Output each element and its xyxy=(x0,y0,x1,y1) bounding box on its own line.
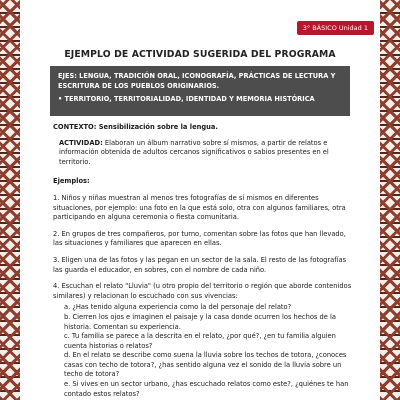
activity-content xyxy=(53,123,352,399)
step-3: 3. Eligen una de las fotos y las pegan en un sector de la sala. El resto de las fotografías las guarda el educador, en sobres, con el nombre de cada niño. xyxy=(53,255,347,274)
step-4: 4. Escuchan el relato "Lluvia" (u otro propio del territorio o región que aborde contenidos similares) y relacionan lo escuchado con sus vivencias: xyxy=(53,282,352,300)
ejemplos-heading: Ejemplos: xyxy=(53,177,90,186)
sub-item-d: d. En el relato se describe como suena la lluvia sobre los techos de totora, ¿conoces casas con techo de totora?, ¿has sentido alguna vez el sonido de la lluvia sobre un techo de totora? xyxy=(64,351,347,379)
contexto-text: CONTEXTO: Sensibilización sobre la lengua. xyxy=(53,123,218,131)
step-2: 2. En grupos de tres compañeros, por turno, comentan sobre las fotos que han llevado, las situaciones y familiares que aparecen en ellas. xyxy=(53,229,346,248)
ejes-box xyxy=(50,66,350,116)
decorative-border-left xyxy=(0,0,20,400)
grade-unit-badge: 3° BÁSICO Unidad 1 xyxy=(297,21,374,35)
sub-item-e: e. Si vives en un sector urbano, ¿has escuchado relatos como este?, ¿quiénes te han contado estos relatos? xyxy=(64,380,349,398)
sub-item-b: b. Cierren los ojos e imaginen el paisaje y la casa donde ocurren los hechos de la historia. Comentan su experiencia. xyxy=(64,312,336,331)
step-1: 1. Niños y niñas muestran al menos tres fotografías de sí mismos en diferentes situaciones, por ejemplo: una foto en la que está solo, otra con algunos familiares, otra participando en alguna ceremonia o fiesta comunitaria. xyxy=(53,193,346,222)
page-title: EJEMPLO DE ACTIVIDAD SUGERIDA DEL PROGRAMA xyxy=(64,49,336,60)
actividad-text: Elaboran un álbum narrativo sobre sí mismos, a partir de relatos e información obtenida de adultos cercanos significativos o sabios presentes en el territorio. xyxy=(59,138,329,166)
sub-item-a: a. ¿Has tenido alguna experiencia como la del personaje del relato? xyxy=(64,303,292,312)
actividad-paragraph xyxy=(53,139,352,168)
ejes-line-1: EJES: LENGUA, TRADICIÓN ORAL, ICONOGRAFÍA, PRÁCTICAS DE LECTURA Y ESCRITURA DE LOS PUEBLOS ORIGINARIOS. xyxy=(58,72,336,90)
ejes-line-2: • TERRITORIO, TERRITORIALIDAD, IDENTIDAD Y MEMORIA HISTÓRICA xyxy=(58,95,315,103)
sub-item-c: c. Tu familia se parece a la descrita en el relato, ¿por qué?, ¿en tu familia alguien cuenta historias o relatos? xyxy=(64,332,336,350)
actividad-label: ACTIVIDAD: xyxy=(59,138,103,147)
decorative-border-right xyxy=(380,0,400,400)
